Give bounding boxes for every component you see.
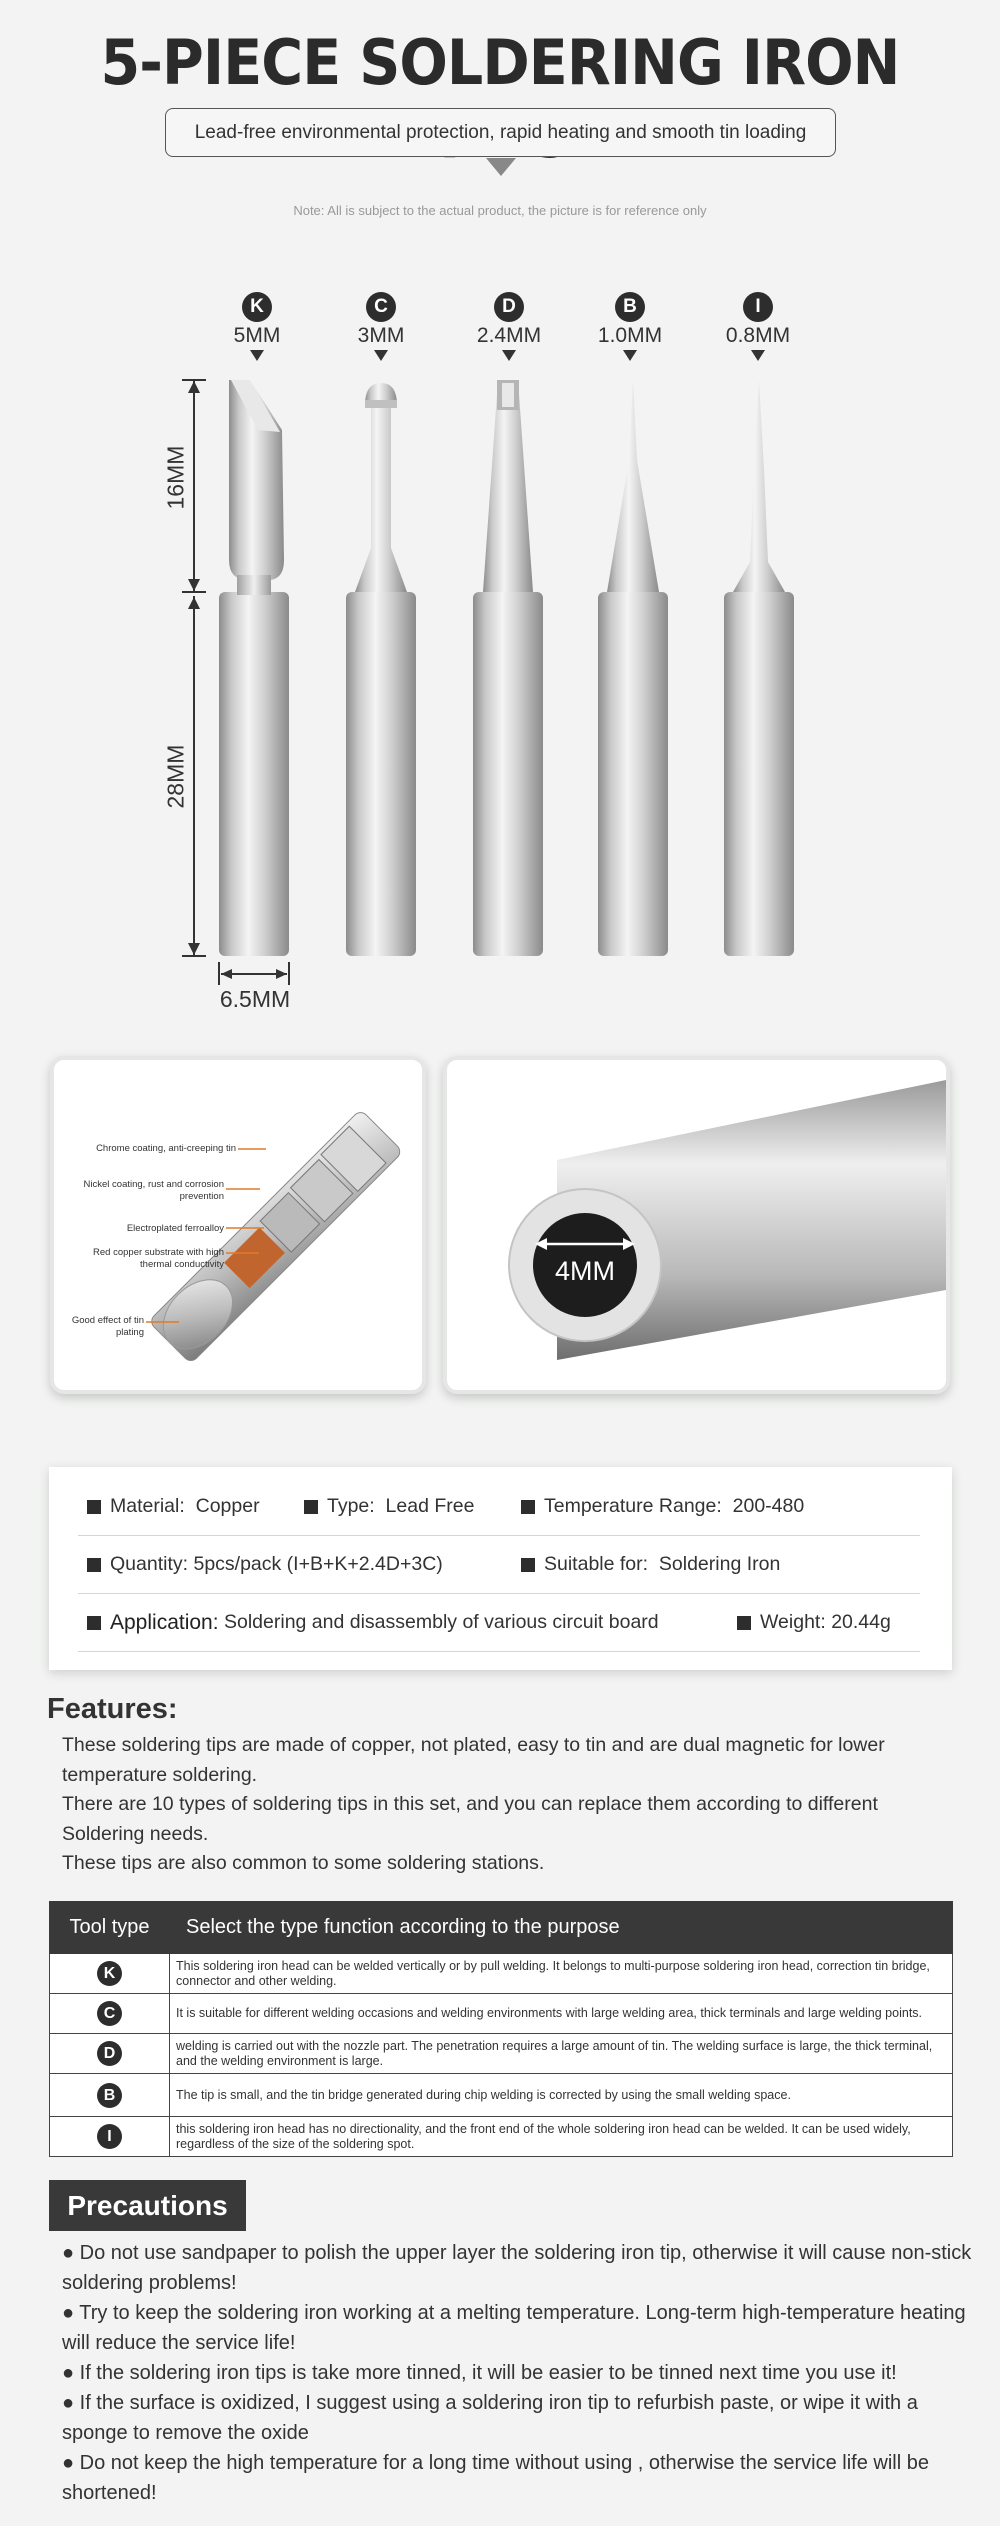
list-item: ● Do not keep the high temperature for a long time without using , otherwise the service life will be shortened! xyxy=(62,2452,929,2504)
tip-code-badge: I xyxy=(743,292,773,322)
list-item: ● Try to keep the soldering iron working at a melting temperature. Long-term high-temperature heating will reduce the service life! xyxy=(62,2302,966,2354)
spec-row-2 xyxy=(78,1536,920,1594)
bullet-square-icon xyxy=(521,1500,535,1514)
spec-type: Type: Lead Free xyxy=(304,1495,474,1518)
tool-description: welding is carried out with the nozzle part. The penetration requires a large amount of tin. The welding surface is large, the thick terminal, and the welding environment is large. xyxy=(170,2034,953,2074)
table-row xyxy=(50,1994,953,2034)
table-header-tool-type: Tool type xyxy=(50,1902,170,1954)
dim-tip-length: 16MM xyxy=(162,445,189,510)
spec-row-1 xyxy=(78,1478,920,1536)
tool-code-badge: K xyxy=(97,1961,122,1986)
tip-size: 2.4MM xyxy=(476,324,542,347)
dim-diameter: 6.5MM xyxy=(219,986,291,1012)
list-item: ● If the surface is oxidized, I suggest using a soldering iron tip to refurbish paste, or wipe it with a sponge to remove the oxide xyxy=(62,2392,918,2444)
layer-label-copper: Red copper substrate with high thermal conductivity xyxy=(93,1247,224,1270)
list-item: ● Do not use sandpaper to polish the upper layer the soldering iron tip, otherwise it will cause non-stick soldering problems! xyxy=(62,2242,972,2294)
tip-code-badge: K xyxy=(242,292,272,322)
list-item: ● If the soldering iron tips is take more tinned, it will be easier to be tinned next time you use it! xyxy=(62,2362,897,2384)
features-paragraph: These tips are also common to some soldering stations. xyxy=(62,1852,545,1874)
spec-weight: Weight: 20.44g xyxy=(737,1611,891,1634)
layer-label-nickel: Nickel coating, rust and corrosion prevention xyxy=(83,1179,224,1202)
disclaimer-note: Note: All is subject to the actual product, the picture is for reference only xyxy=(293,203,707,218)
tip-size: 5MM xyxy=(233,324,281,347)
bore-illustration xyxy=(447,1060,946,1390)
bullet-square-icon xyxy=(304,1500,318,1514)
layer-label-tin: Good effect of tin plating xyxy=(71,1315,144,1338)
bullet-square-icon xyxy=(87,1616,101,1630)
subtitle-pointer xyxy=(486,158,516,176)
table-row xyxy=(50,2034,953,2074)
table-header-function: Select the type function according to the purpose xyxy=(170,1902,953,1954)
tool-code-badge: B xyxy=(97,2083,122,2108)
features-title: Features: xyxy=(47,1693,178,1725)
cross-section-card xyxy=(50,1056,426,1394)
tool-code-badge: D xyxy=(97,2041,122,2066)
spec-row-3 xyxy=(78,1594,920,1652)
spec-temperature: Temperature Range: 200-480 xyxy=(521,1495,804,1518)
tip-code-badge: D xyxy=(494,292,524,322)
spec-material: Material: Copper xyxy=(87,1495,260,1518)
precautions-title: Precautions xyxy=(49,2180,246,2231)
tip-d-shape xyxy=(473,380,543,956)
specifications-box xyxy=(49,1467,952,1670)
table-header-row xyxy=(50,1902,953,1954)
precautions-list xyxy=(62,2238,982,2508)
tool-code-badge: C xyxy=(97,2001,122,2026)
tool-description: It is suitable for different welding occasions and welding environments with large welding area, thick terminals and large welding points. xyxy=(170,1994,953,2034)
dim-body-length: 28MM xyxy=(162,744,189,809)
bullet-square-icon xyxy=(737,1616,751,1630)
tip-size: 0.8MM xyxy=(725,324,791,347)
spec-quantity: Quantity: 5pcs/pack (I+B+K+2.4D+3C) xyxy=(87,1553,443,1576)
soldering-tips-illustration xyxy=(0,280,1000,1020)
tool-description: The tip is small, and the tin bridge generated during chip welding is corrected by using the small welding space. xyxy=(170,2074,953,2117)
tip-code-badge: C xyxy=(366,292,396,322)
bullet-square-icon xyxy=(87,1558,101,1572)
tip-c-shape xyxy=(346,383,416,956)
tip-size: 3MM xyxy=(357,324,405,347)
page-title: 5-PIECE SOLDERING IRON xyxy=(100,26,900,99)
layer-label-ferroalloy: Electroplated ferroalloy xyxy=(126,1223,224,1234)
features-paragraph: These soldering tips are made of copper, not plated, easy to tin and are dual magnetic for lower temperature soldering. xyxy=(62,1734,885,1786)
tool-description: This soldering iron head can be welded vertically or by pull welding. It belongs to multi-purpose soldering iron head, correction tin bridge, connector and other welding. xyxy=(170,1954,953,1994)
bullet-square-icon xyxy=(87,1500,101,1514)
spec-suitable: Suitable for: Soldering Iron xyxy=(521,1553,780,1576)
bore-diameter-label: 4MM xyxy=(555,1256,615,1286)
tool-description: this soldering iron head has no directionality, and the front end of the whole soldering iron head can be welded. It can be used widely, regardless of the size of the soldering spot. xyxy=(170,2117,953,2157)
tool-code-badge: I xyxy=(97,2124,122,2149)
tip-code-badge: B xyxy=(615,292,645,322)
features-paragraph: There are 10 types of soldering tips in this set, and you can replace them according to different Soldering needs. xyxy=(62,1793,878,1845)
bullet-square-icon xyxy=(521,1558,535,1572)
features-text xyxy=(62,1731,962,1879)
layer-pointer-lines xyxy=(54,1060,422,1390)
spec-application: Application: Soldering and disassembly of various circuit board xyxy=(87,1611,659,1635)
tip-k-shape xyxy=(219,380,289,956)
tip-size: 1.0MM xyxy=(597,324,663,347)
layer-label-chrome: Chrome coating, anti-creeping tin xyxy=(96,1143,236,1154)
table-row xyxy=(50,2074,953,2117)
tip-i-shape xyxy=(724,380,794,956)
subtitle-text: Lead-free environmental protection, rapid heating and smooth tin loading xyxy=(194,121,807,143)
tool-type-table xyxy=(49,1901,953,2157)
tip-b-shape xyxy=(598,380,668,956)
table-row xyxy=(50,1954,953,1994)
bore-card xyxy=(443,1056,950,1394)
table-row xyxy=(50,2117,953,2157)
subtitle-banner xyxy=(165,108,836,157)
